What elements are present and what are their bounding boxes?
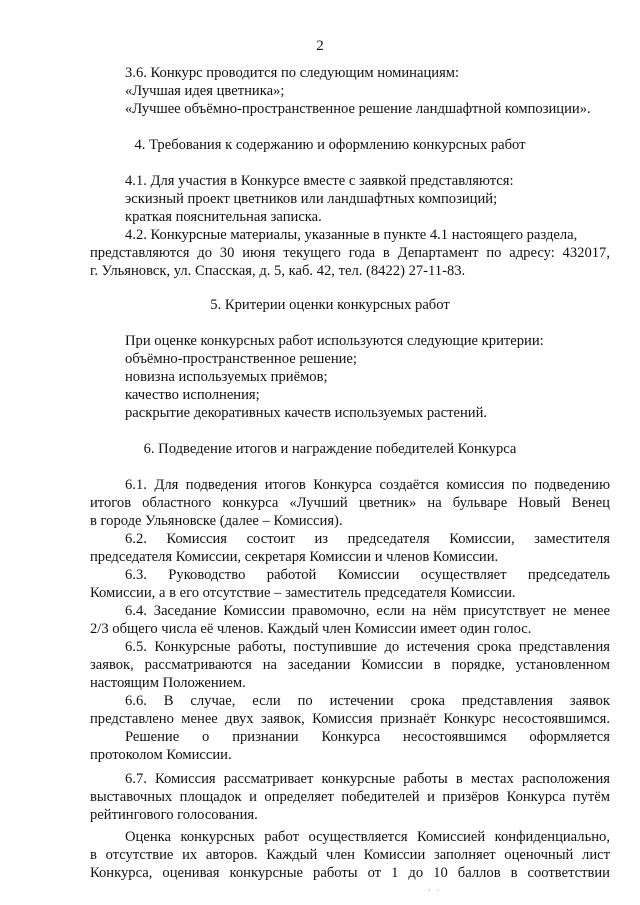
paragraph-6-2-line-2: председателя Комиссии, секретаря Комиссии и членов Комиссии. xyxy=(90,549,499,565)
paragraph-3-6: 3.6. Конкурс проводится по следующим номинациям: xyxy=(125,65,460,81)
paragraph-evaluation-line-2: в отсутствие их авторов. Каждый член Комиссии заполняет оценочный лист xyxy=(90,847,610,863)
requirement-note: краткая пояснительная записка. xyxy=(125,209,322,225)
criterion-3: качество исполнения; xyxy=(125,387,260,403)
paragraph-6-5-line-1: 6.5. Конкурсные работы, поступившие до истечения срока представления xyxy=(125,639,610,655)
paragraph-6-4-line-1: 6.4. Заседание Комиссии правомочно, если на нём присутствует не менее xyxy=(125,603,610,619)
paragraph-6-6-decision-line-1: Решение о признании Конкурса несостоявшимся оформляется xyxy=(125,729,610,745)
paragraph-6-5-line-3: настоящим Положением. xyxy=(90,675,246,691)
nomination-2: «Лучшее объёмно-пространственное решение ландшафтной композиции». xyxy=(125,101,591,117)
page-number: 2 xyxy=(316,38,324,54)
criteria-intro: При оценке конкурсных работ используются следующие критерии: xyxy=(125,333,544,349)
paragraph-4-2-line-1: 4.2. Конкурсные материалы, указанные в пункте 4.1 настоящего раздела, xyxy=(125,227,578,243)
paragraph-6-7-line-1: 6.7. Комиссия рассматривает конкурсные работы в местах расположения xyxy=(125,771,610,787)
paragraph-6-5-line-2: заявок, рассматриваются на заседании Комиссии в порядке, установленном xyxy=(90,657,610,673)
scan-artifact: · · xyxy=(428,886,442,895)
paragraph-6-1-line-2: итогов областного конкурса «Лучший цветник» на бульваре Новый Венец xyxy=(90,495,610,511)
paragraph-6-7-line-2: выставочных площадок и определяет победителей и призёров Конкурса путём xyxy=(90,789,610,805)
paragraph-6-7-line-3: рейтингового голосования. xyxy=(90,807,258,823)
criterion-1: объёмно-пространственное решение; xyxy=(125,351,357,367)
paragraph-evaluation-line-3: Конкурса, оценивая конкурсные работы от 1 до 10 баллов в соответствии xyxy=(90,865,610,881)
paragraph-6-6-decision-line-2: протоколом Комиссии. xyxy=(90,747,232,763)
section-5-heading: 5. Критерии оценки конкурсных работ xyxy=(210,297,450,313)
paragraph-evaluation-line-1: Оценка конкурсных работ осуществляется Комиссией конфиденциально, xyxy=(125,829,610,845)
section-4-heading: 4. Требования к содержанию и оформлению конкурсных работ xyxy=(134,137,526,153)
requirement-sketch: эскизный проект цветников или ландшафтных композиций; xyxy=(125,191,498,207)
paragraph-4-2-line-3: г. Ульяновск, ул. Спасская, д. 5, каб. 42, тел. (8422) 27-11-83. xyxy=(90,263,466,279)
paragraph-4-1: 4.1. Для участия в Конкурсе вместе с заявкой представляются: xyxy=(125,173,514,189)
paragraph-6-1-line-3: в городе Ульяновске (далее – Комиссия). xyxy=(90,513,343,529)
paragraph-6-3-line-1: 6.3. Руководство работой Комиссии осуществляет председатель xyxy=(125,567,610,583)
criterion-4: раскрытие декоративных качеств используемых растений. xyxy=(125,405,488,421)
criterion-2: новизна используемых приёмов; xyxy=(125,369,328,385)
paragraph-6-4-line-2: 2/3 общего числа её членов. Каждый член Комиссии имеет один голос. xyxy=(90,621,532,637)
nomination-1: «Лучшая идея цветника»; xyxy=(125,83,285,99)
paragraph-6-3-line-2: Комиссии, а в его отсутствие – заместитель председателя Комиссии. xyxy=(90,585,516,601)
paragraph-6-1-line-1: 6.1. Для подведения итогов Конкурса создаётся комиссия по подведению xyxy=(125,477,610,493)
section-6-heading: 6. Подведение итогов и награждение победителей Конкурса xyxy=(143,441,517,457)
paragraph-6-6-line-1: 6.6. В случае, если по истечении срока представления заявок xyxy=(125,693,610,709)
paragraph-6-2-line-1: 6.2. Комиссия состоит из председателя Комиссии, заместителя xyxy=(125,531,610,547)
paragraph-6-6-line-2: представлено менее двух заявок, Комиссия признаёт Конкурс несостоявшимся. xyxy=(90,711,610,727)
paragraph-4-2-line-2: представляются до 30 июня текущего года в Департамент по адресу: 432017, xyxy=(90,245,610,261)
